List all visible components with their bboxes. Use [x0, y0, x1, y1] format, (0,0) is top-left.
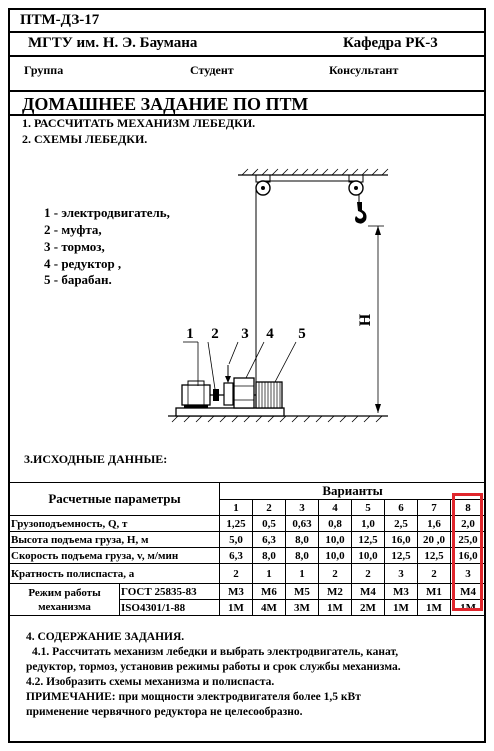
cell: 6,3 [220, 548, 253, 564]
cell: 1М [220, 600, 253, 616]
table-row [10, 532, 486, 548]
variant-number: 4 [319, 500, 352, 516]
variant-number: 8 [451, 500, 486, 516]
cell: 2,5 [385, 516, 418, 532]
section-line: применение червячного редуктора не целесообразно. [26, 706, 303, 718]
cell: 0,8 [319, 516, 352, 532]
cell: 8,0 [253, 548, 286, 564]
section-line: ПРИМЕЧАНИЕ: при мощности электродвигателя более 1,5 кВт [26, 691, 361, 703]
reducer [234, 378, 254, 408]
task-title: ДОМАШНЕЕ ЗАДАНИЕ ПО ПТМ [22, 94, 309, 114]
callout-4: 4 [266, 326, 274, 342]
cell: 1М [451, 600, 486, 616]
variant-number: 1 [220, 500, 253, 516]
section-line: редуктор, тормоз, установив режимы работы и срок службы механизма. [26, 661, 401, 673]
legend-item-coupling: 2 - муфта, [44, 222, 102, 237]
cell: 1,25 [220, 516, 253, 532]
mode-label [10, 584, 120, 616]
mode-label-line: механизма [38, 600, 91, 613]
department-name: Кафедра РК-3 [343, 35, 438, 51]
cell: 1 [253, 564, 286, 584]
cell: 5,0 [220, 532, 253, 548]
cell: 8,0 [286, 548, 319, 564]
beam-hatch [242, 169, 388, 175]
variant-number: 6 [385, 500, 418, 516]
divider [9, 55, 485, 57]
callout-1: 1 [186, 326, 194, 342]
cell: 16,0 [385, 532, 418, 548]
variant-number: 2 [253, 500, 286, 516]
table-row [10, 548, 486, 564]
legend-item-reducer: 4 - редуктор , [44, 256, 122, 271]
cell: 3 [385, 564, 418, 584]
cell: 6,3 [253, 532, 286, 548]
section-title: 4. СОДЕРЖАНИЕ ЗАДАНИЯ. [26, 631, 185, 643]
cell: М5 [286, 584, 319, 600]
row-label: Скорость подъема груза, v, м/мин [10, 548, 220, 564]
university-name: МГТУ им. Н. Э. Баумана [28, 35, 198, 51]
height-label: H [357, 313, 374, 327]
divider [9, 90, 485, 92]
cell: 20 ,0 [418, 532, 451, 548]
cell: 1,6 [418, 516, 451, 532]
consultant-label: Консультант [329, 63, 399, 77]
doc-code: ПТМ-ДЗ-17 [20, 12, 100, 28]
cell: 2 [418, 564, 451, 584]
cell: 3М [286, 600, 319, 616]
cell: 2 [220, 564, 253, 584]
cell: 0,63 [286, 516, 319, 532]
mode-label-line: Режим работы [28, 586, 101, 599]
params-header: Расчетные параметры [10, 483, 220, 516]
legend-item-brake: 3 - тормоз, [44, 239, 105, 254]
cell: М3 [220, 584, 253, 600]
table-row [10, 564, 486, 584]
cell: М6 [253, 584, 286, 600]
brake [224, 383, 233, 405]
variant-8-highlight [452, 493, 483, 611]
cell: 12,5 [418, 548, 451, 564]
cell: 12,5 [352, 532, 385, 548]
section-line: 4.2. Изобразить схемы механизма и полиспаста. [26, 676, 275, 688]
iso-label: ISO4301/1-88 [120, 600, 220, 616]
callout-2: 2 [211, 326, 219, 342]
table-row [10, 584, 486, 600]
source-data-title: 3.ИСХОДНЫЕ ДАННЫЕ: [24, 452, 168, 466]
variant-number: 3 [286, 500, 319, 516]
hook [355, 202, 367, 224]
task-item-2: 2. СХЕМЫ ЛЕБЕДКИ. [22, 132, 148, 146]
motor [182, 385, 210, 405]
cell: 1 [286, 564, 319, 584]
row-label: Грузоподъемность, Q, т [10, 516, 220, 532]
cell: 2 [352, 564, 385, 584]
cell: 10,0 [319, 548, 352, 564]
variant-number: 5 [352, 500, 385, 516]
cell: 25,0 [451, 532, 486, 548]
coupling [213, 389, 219, 401]
section-line: 4.1. Рассчитать механизм лебедки и выбрать электродвигатель, канат, [32, 646, 399, 658]
cell: М3 [385, 584, 418, 600]
cell: М2 [319, 584, 352, 600]
cell: 4М [253, 600, 286, 616]
cell: 1М [418, 600, 451, 616]
cell: 10,0 [319, 532, 352, 548]
parameters-table [9, 482, 486, 616]
divider [9, 31, 485, 33]
task-content-section [26, 630, 478, 720]
cell: 0,5 [253, 516, 286, 532]
winch-diagram [150, 150, 480, 440]
cell: 10,0 [352, 548, 385, 564]
cell: М4 [352, 584, 385, 600]
cell: М4 [451, 584, 486, 600]
drum [256, 382, 282, 408]
table-row [10, 516, 486, 532]
variants-header: Варианты [220, 483, 486, 500]
group-label: Группа [24, 63, 64, 77]
gost-label: ГОСТ 25835-83 [120, 584, 220, 600]
cell: 12,5 [385, 548, 418, 564]
cell: 16,0 [451, 548, 486, 564]
cell: 1М [385, 600, 418, 616]
cell: 1М [319, 600, 352, 616]
cell: 3 [451, 564, 486, 584]
cell: 2М [352, 600, 385, 616]
cell: 1,0 [352, 516, 385, 532]
callout-3: 3 [241, 326, 249, 342]
row-label: Кратность полиспаста, а [10, 564, 220, 584]
legend-item-motor: 1 - электродвигатель, [44, 205, 170, 220]
legend-item-drum: 5 - барабан. [44, 272, 112, 287]
cell: 8,0 [286, 532, 319, 548]
ground-hatch [172, 416, 382, 422]
task-item-1: 1. РАССЧИТАТЬ МЕХАНИЗМ ЛЕБЕДКИ. [22, 116, 256, 130]
row-label: Высота подъема груза, Н, м [10, 532, 220, 548]
cell: 2 [319, 564, 352, 584]
cell: М1 [418, 584, 451, 600]
variant-number: 7 [418, 500, 451, 516]
student-label: Студент [190, 63, 234, 77]
callout-5: 5 [298, 326, 306, 342]
winch-frame [176, 408, 284, 416]
cell: 2,0 [451, 516, 486, 532]
